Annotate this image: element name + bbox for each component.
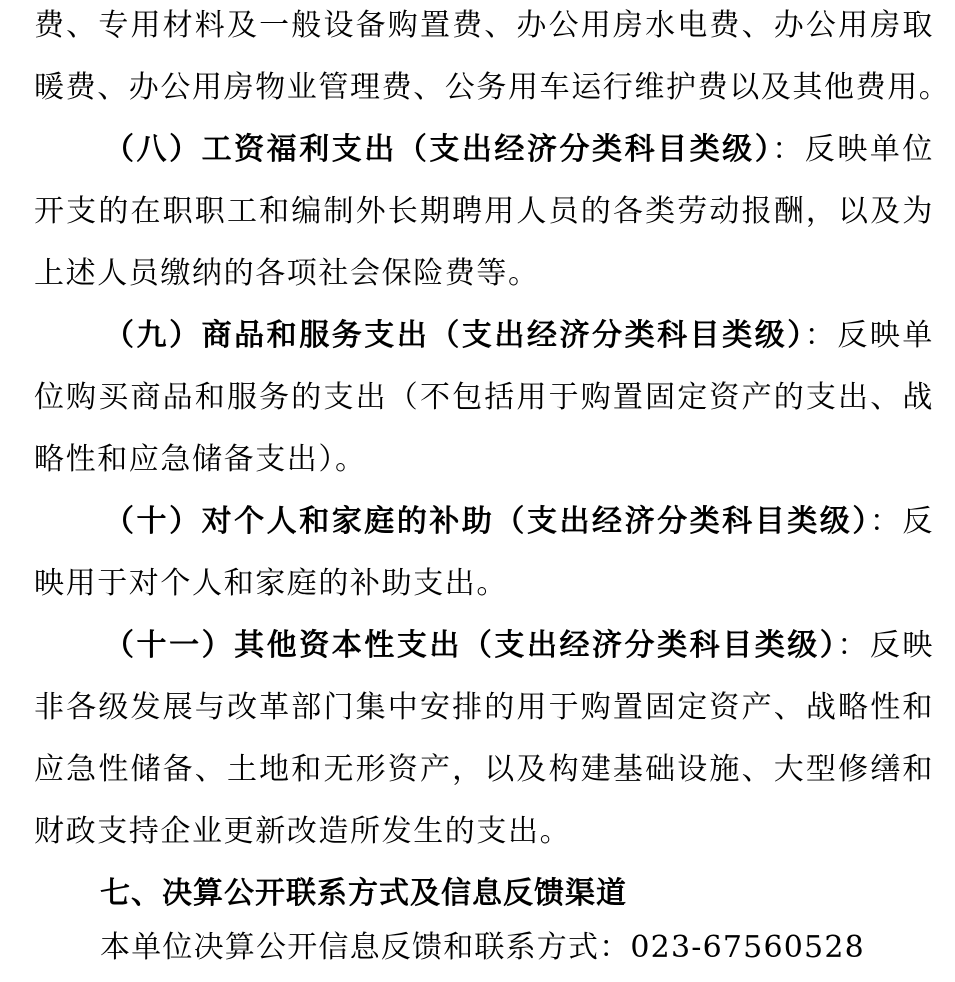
paragraph-line: 财政支持企业更新改造所发生的支出。 (34, 814, 572, 849)
item-10-first-line (104, 502, 934, 542)
paragraph-line: 映用于对个人和家庭的补助支出。 (34, 566, 508, 601)
item-11-first-line (104, 626, 934, 666)
paragraph-line: 开支的在职职工和编制外长期聘用人员的各类劳动报酬，以及为 (34, 194, 934, 229)
paragraph-line: 应急性储备、土地和无形资产，以及构建基础设施、大型修缮和 (34, 752, 934, 787)
paragraph-line: 非各级发展与改革部门集中安排的用于购置固定资产、战略性和 (34, 690, 934, 725)
item-10-first-rest: ：反 (869, 504, 934, 539)
item-9-first-rest: ：反映单 (804, 318, 935, 353)
paragraph-line: 位购买商品和服务的支出（不包括用于购置固定资产的支出、战 (34, 380, 934, 415)
item-8-first-rest: ：反映单位 (772, 132, 934, 167)
item-11-title: （十一）其他资本性支出（支出经济分类科目类级） (104, 628, 838, 663)
item-11-first-rest: ：反映 (837, 628, 934, 663)
paragraph-line: 暖费、办公用房物业管理费、公务用车运行维护费以及其他费用。 (34, 70, 951, 105)
paragraph-line: 上述人员缴纳的各项社会保险费等。 (34, 256, 540, 291)
item-8-title: （八）工资福利支出（支出经济分类科目类级） (104, 132, 773, 167)
contact-line: 本单位决算公开信息反馈和联系方式：023-67560528 (100, 930, 865, 965)
item-8-first-line (104, 130, 934, 170)
item-9-first-line (104, 316, 934, 356)
paragraph-line: 费、专用材料及一般设备购置费、办公用房水电费、办公用房取 (34, 8, 934, 43)
section-7-heading: 七、决算公开联系方式及信息反馈渠道 (100, 876, 627, 911)
item-10-title: （十）对个人和家庭的补助（支出经济分类科目类级） (104, 504, 870, 539)
paragraph-line: 略性和应急储备支出）。 (34, 442, 367, 477)
item-9-title: （九）商品和服务支出（支出经济分类科目类级） (104, 318, 805, 353)
